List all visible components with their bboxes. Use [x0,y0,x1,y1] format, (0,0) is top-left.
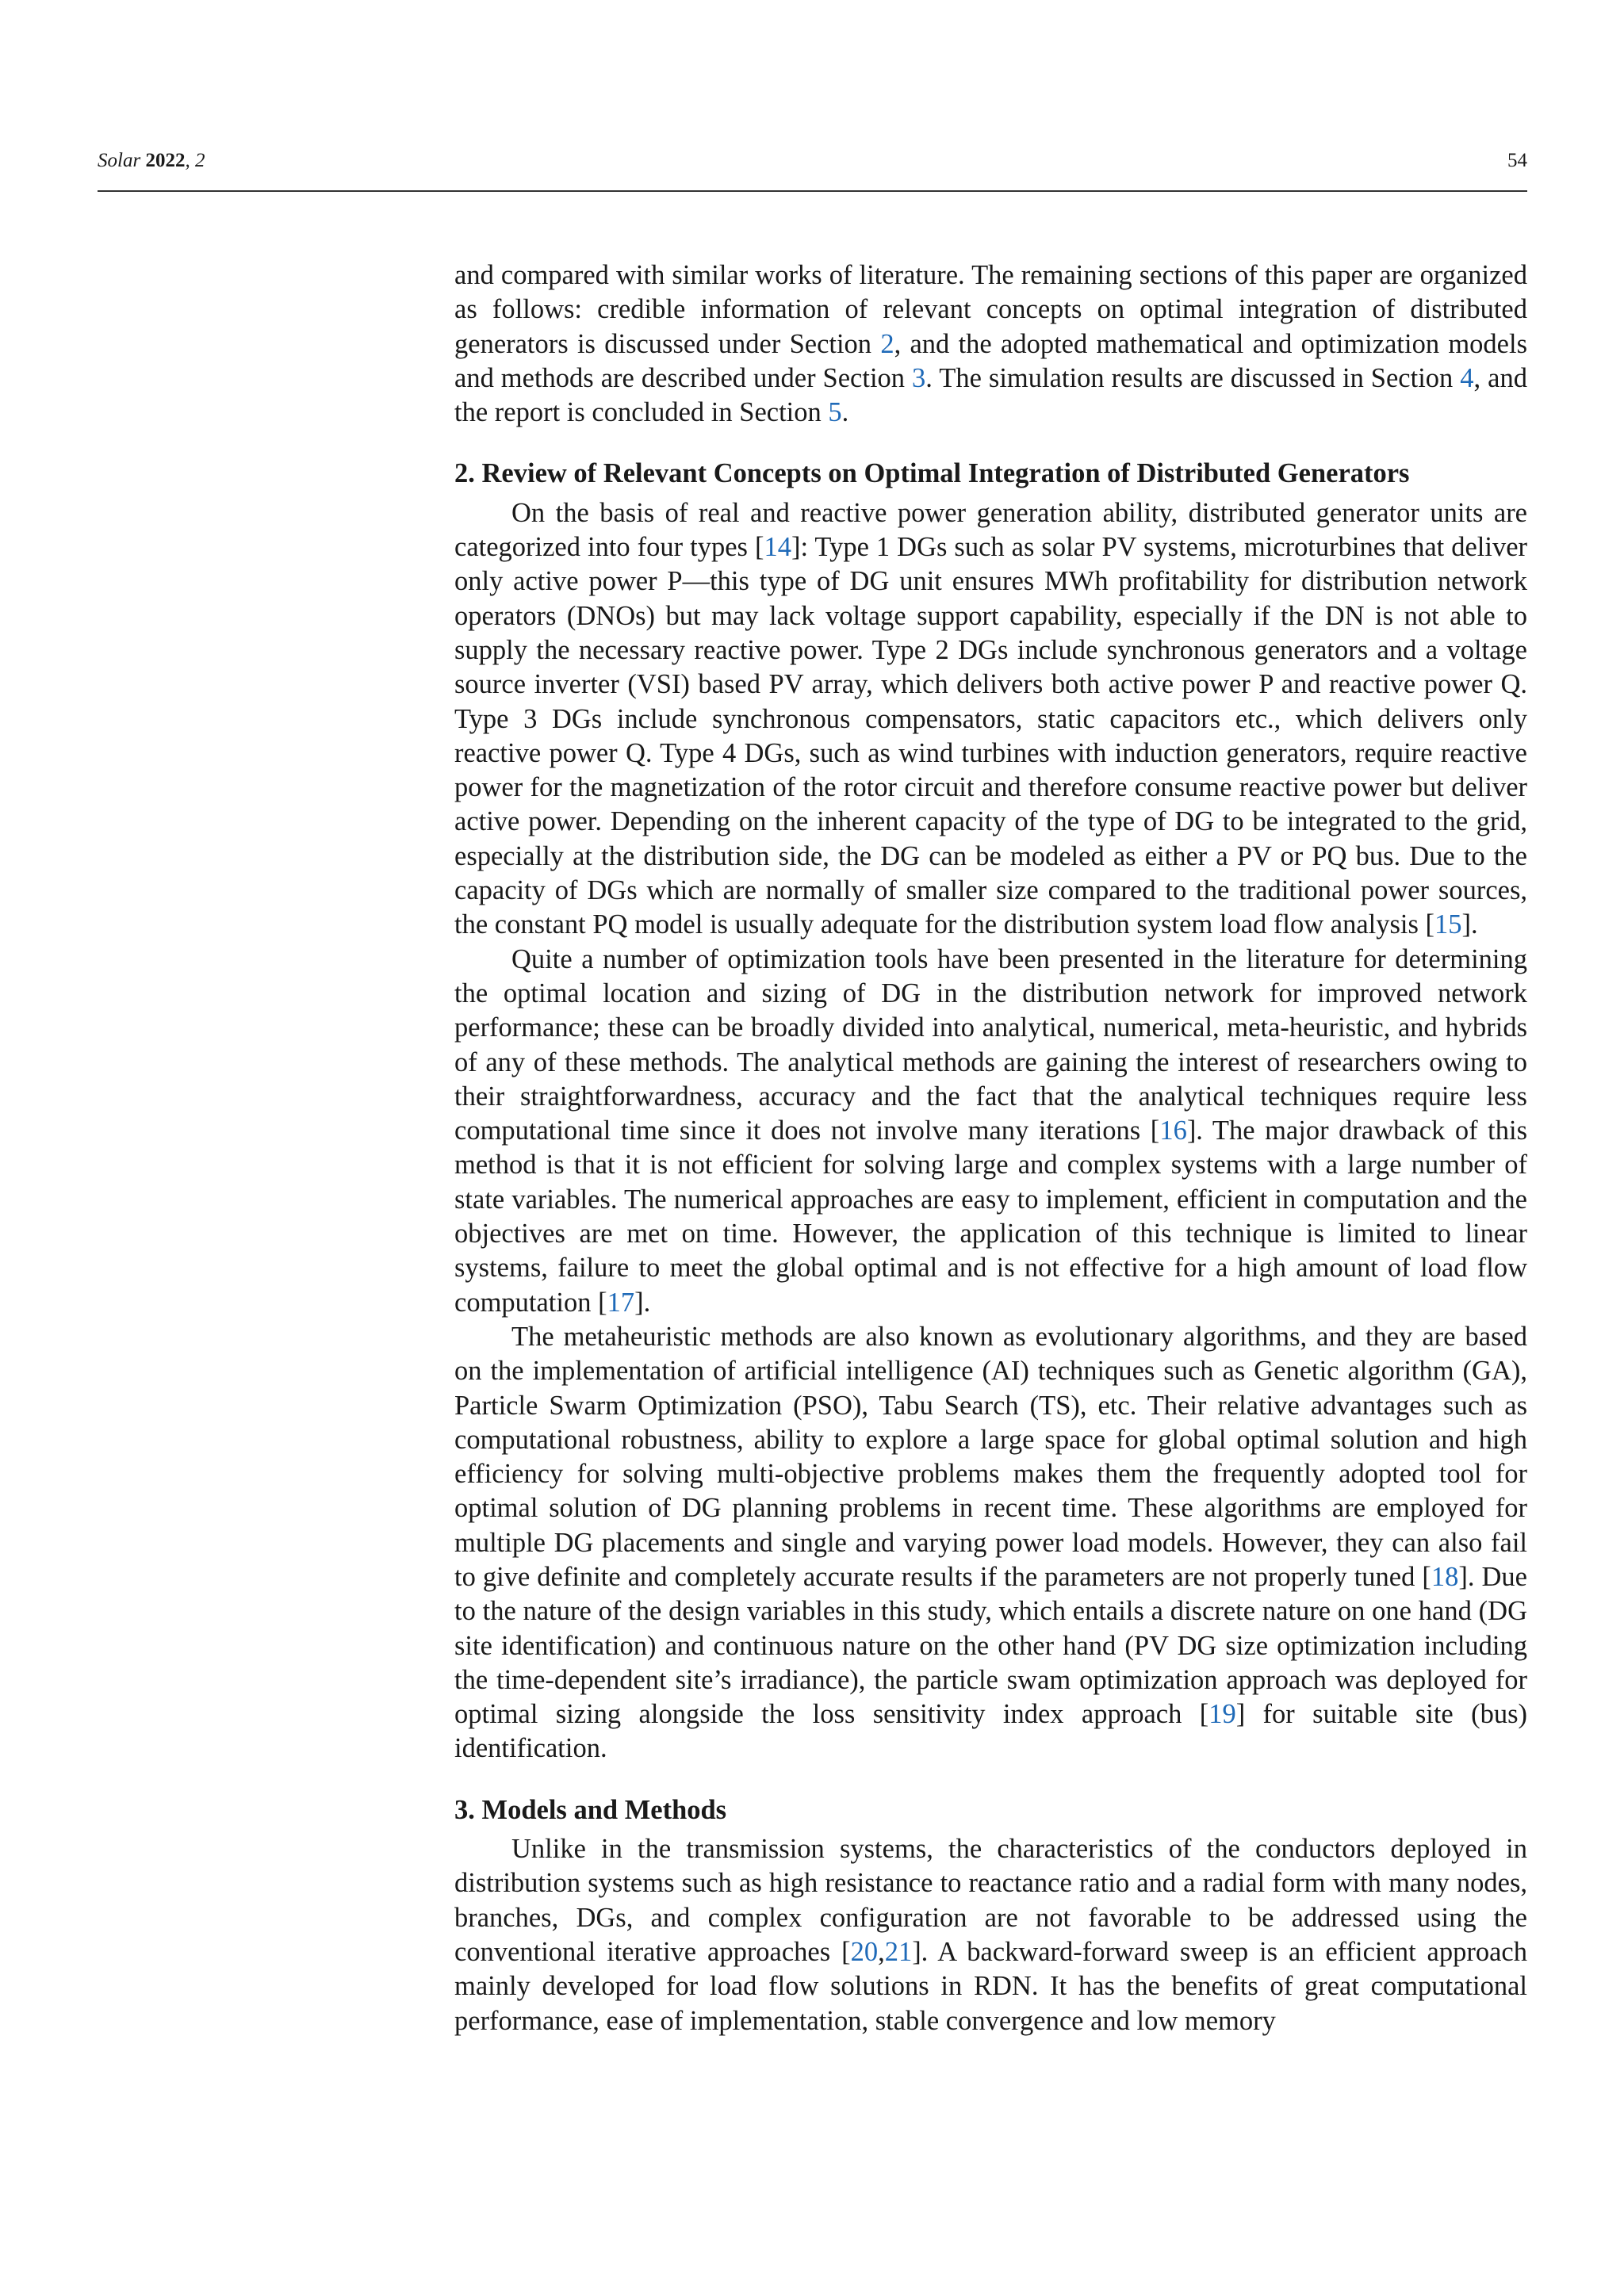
section-link-3[interactable]: 3 [912,362,926,393]
text-run: Quite a number of optimization tools have been presented in the literature for determining the optimal location and sizing of DG in the distribution network for improved network performance; these can be broadly divided into analytical, numerical, meta-heuristic, and hybrids of any of these methods. The analytical methods are gaining the interest of researchers owing to their straightforwardness, accuracy and the fact that the analytical techniques require less computational time since it does not involve many iterations [ [454,943,1527,1146]
text-run: and compared with similar works of literature. The remaining sections of this paper are organized as follows: credible information of relevant concepts on optimal integration of distributed generators is discussed under Section [454,260,1527,359]
text-run: ]. Due to the nature of the design variables in this study, which entails a discrete nature on one hand (DG site identification) and continuous nature on the other hand (PV DG size optimization including the time-dependent site’s irradiance), the particle swam optimization approach was deployed for optimal sizing alongside the loss sensitivity index approach [ [454,1561,1527,1730]
citation-link-15[interactable]: 15 [1434,909,1462,940]
citation-link-21[interactable]: 21 [884,1936,913,1967]
text-run: ] for suitable site (bus) identification. [454,1699,1527,1764]
journal-name: Solar [98,150,141,171]
text-run: The metaheuristic methods are also known as evolutionary algorithms, and they are based on the implementation of artificial intelligence (AI) techniques such as Genetic algorithm (GA), Particle Swarm Optimization (PSO), Tabu Search (TS), etc. Their relative advantages such as computational robustness, ability to explore a large space for global optimal solution and high efficiency for solving multi-objective problems makes them the frequently adopted tool for optimal solution of DG planning problems in recent time. These algorithms are employed for multiple DG placements and single and varying power load models. However, they can also fail to give definite and completely accurate results if the parameters are not properly tuned [ [454,1321,1527,1592]
article-body [454,258,1527,2038]
section-2-paragraph-3 [454,1320,1527,1766]
section-3-paragraph-1 [454,1832,1527,2038]
journal-citation [98,149,205,173]
section-link-2[interactable]: 2 [880,328,894,359]
text-run: Unlike in the transmission systems, the characteristics of the conductors deployed in distribution systems such as high resistance to reactance ratio and a radial form with many nodes, branches, DGs, and complex configuration are not favorable to be addressed using the conventional iterative approaches [ [454,1834,1527,1967]
citation-link-17[interactable]: 17 [607,1287,635,1318]
section-link-5[interactable]: 5 [828,397,842,428]
section-2-paragraph-1 [454,496,1527,943]
text-run: ]. A backward-forward sweep is an efficient approach mainly developed for load flow solutions in RDN. It has the benefits of great computational performance, ease of implementation, stable convergence and low memory [454,1936,1527,2036]
page-number: 54 [1507,150,1527,171]
intro-paragraph [454,258,1527,430]
text-run: ]. The major drawback of this method is that it is not efficient for solving large and complex systems with a large number of state variables. The numerical approaches are easy to implement, efficient in computation and the objectives are met on time. However, the application of this technique is limited to linear systems, failure to meet the global optimal and is not effective for a high amount of load flow computation [ [454,1115,1527,1318]
text-run: On the basis of real and reactive power generation ability, distributed generator units are categorized into four types [ [454,497,1527,563]
text-run: . [841,397,849,428]
text-run: ]. [634,1287,651,1318]
section-2-paragraph-2 [454,943,1527,1320]
text-run: ]: Type 1 DGs such as solar PV systems, microturbines that deliver only active power P—this type of DG unit ensures MWh profitability for distribution network operators (DNOs) but may lack voltage support capability, especially if the DN is not able to supply the necessary reactive power. Type 2 DGs include synchronous generators and a voltage source inverter (VSI) based PV array, which delivers both active power P and reactive power Q. Type 3 DGs include synchronous compensators, static capacitors etc., which delivers only reactive power Q. Type 4 DGs, such as wind turbines with induction generators, require reactive power for the magnetization of the rotor circuit and therefore consume reactive power but deliver active power. Depending on the inherent capacity of the type of DG to be integrated to the grid, especially at the distribution side, the DG can be modeled as either a PV or PQ bus. Due to the capacity of DGs which are normally of smaller size compared to the traditional power sources, the constant PQ model is usually adequate for the distribution system load flow analysis [ [454,532,1528,940]
header-rule [98,190,1527,192]
section-2-heading: 2. Review of Relevant Concepts on Optimal Integration of Distributed Generators [454,458,1410,489]
text-run: , and the report is concluded in Section [454,362,1527,428]
citation-link-20[interactable]: 20 [850,1936,879,1967]
journal-year: 2022 [145,150,186,171]
citation-separator: , [878,1936,885,1967]
citation-link-18[interactable]: 18 [1431,1561,1459,1592]
text-run: . The simulation results are discussed in Section [925,362,1461,393]
citation-link-14[interactable]: 14 [764,532,791,563]
section-link-4[interactable]: 4 [1460,362,1474,393]
text-run: , and the adopted mathematical and optimization models and methods are described under Section [454,328,1527,393]
citation-link-16[interactable]: 16 [1159,1115,1187,1146]
journal-volume: , 2 [185,150,205,171]
citation-link-19[interactable]: 19 [1208,1699,1236,1730]
section-3-heading: 3. Models and Methods [454,1794,727,1825]
text-run: ]. [1461,909,1478,940]
